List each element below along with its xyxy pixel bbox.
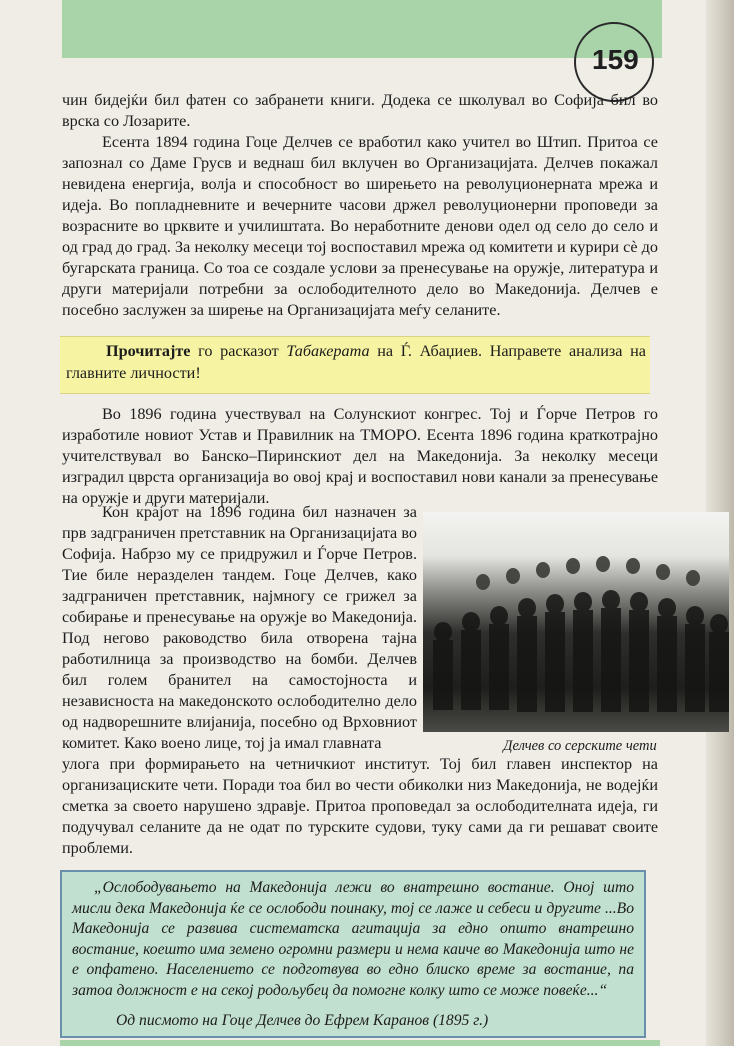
- quote-source: Од писмото на Гоце Делчев до Ефрем Каранов (1895 г.): [116, 1012, 489, 1029]
- header-band: [62, 0, 662, 58]
- reading-task-pre: го расказот: [190, 342, 287, 360]
- photo-caption: Делчев со серските чети: [503, 738, 657, 754]
- text-section-2: [62, 404, 658, 509]
- quote-text: „Ослободувањето на Македонија лежи во внатрешно востание. Оној што мисли дека Македонија ќе се ослободи поинаку, тој се лаже и себеси и другите ...Во Македонија се развива систематска агитација за едно општо внатрешно востание, коешто има земено огромни размери и нема каиче во Македонија што не е опфатено. Населението се подготвува во едно блиско време за востание, па затоа должност е на секој родољубец да помогне колку што се може повеќе...“: [72, 879, 634, 999]
- photo-figures: [423, 512, 729, 732]
- text-section-1: [62, 90, 658, 321]
- paragraph-1: чин бидејќи бил фатен со забранети книги. Додека се школувал во Софија бил во врска со Лозарите.: [62, 91, 658, 130]
- reading-task-title: Табакерата: [286, 342, 370, 360]
- historical-photo: [423, 512, 729, 732]
- page-number: 159: [592, 44, 639, 75]
- paragraph-4-full: улога при формирањето на четничкиот институт. Тој бил главен инспектор на организациските чети. Поради тоа бил во чести обиколки низ Македонија, не водејќи сметка за своето нарушено здравје. Притоа проповедал за ослободителната идеја, ги подучувал селаните да не одат по турските судови, туку сами да ги решават своите проблеми.: [62, 755, 658, 857]
- paragraph-2: Есента 1894 година Гоце Делчев се вработил како учител во Штип. Притоа се запознал со Даме Грусв и веднаш бил вклучен во Организацијата. Делчев покажал невидена енергија, волја и способност во ширењето на револуционерната мрежа и идеја. Во попладневните и вечерните часови држел револуционерни проповеди за возрасните во црквите и училиштата. Во неработните денови одел од село до село и од град до град. За неколку месеци тој воспоставил мрежа од комитети и курири сè до бугарската граница. Со тоа се создале услови за пренесување на оружје, литература и други материјали потребни за ослободителното дело во Македонија. Делчев е посебно заслужен за ширење на Организацијата меѓу селаните.: [62, 133, 658, 319]
- reading-task-post: на Ѓ. Абаџиев. Направете анализа на главните личности!: [66, 342, 646, 382]
- paragraph-3: Во 1896 година учествувал на Солунскиот конгрес. Тој и Ѓорче Петров го изработиле новиот Устав и Правилник на ТМОРО. Есента 1896 година краткотрајно учителствувал во Банско–Пиринскиот дел на Македонија. За неколку месеци изградил цврста организација во овој крај и воспоставил нови канали за пренесување на оружје и други материјали.: [62, 405, 658, 507]
- reading-task-bold: Прочитајте: [106, 342, 191, 360]
- reading-task-text: [66, 340, 646, 384]
- text-section-4: [62, 754, 658, 859]
- text-section-3: [62, 502, 417, 754]
- paragraph-4-wrap: Кон крајот на 1896 година бил назначен за прв задграничен претставник на Организацијата во Софија. Набрзо му се придружил и Ѓорче Петров. Тие биле неразделен тандем. Гоце Делчев, како задграничен претставник, најмногу се грижел за собирање и пренесување на оружје во Македонија. Под негово раководство била отворена тајна работилница за производство на бомби. Делчев бил голем бранител на самостојноста и независноста на македонското ослободително дело од надворешните влијанија, посебно од Врховниот комитет. Како воено лице, тој ја имал главната: [62, 503, 417, 752]
- footer-band: [60, 1040, 660, 1046]
